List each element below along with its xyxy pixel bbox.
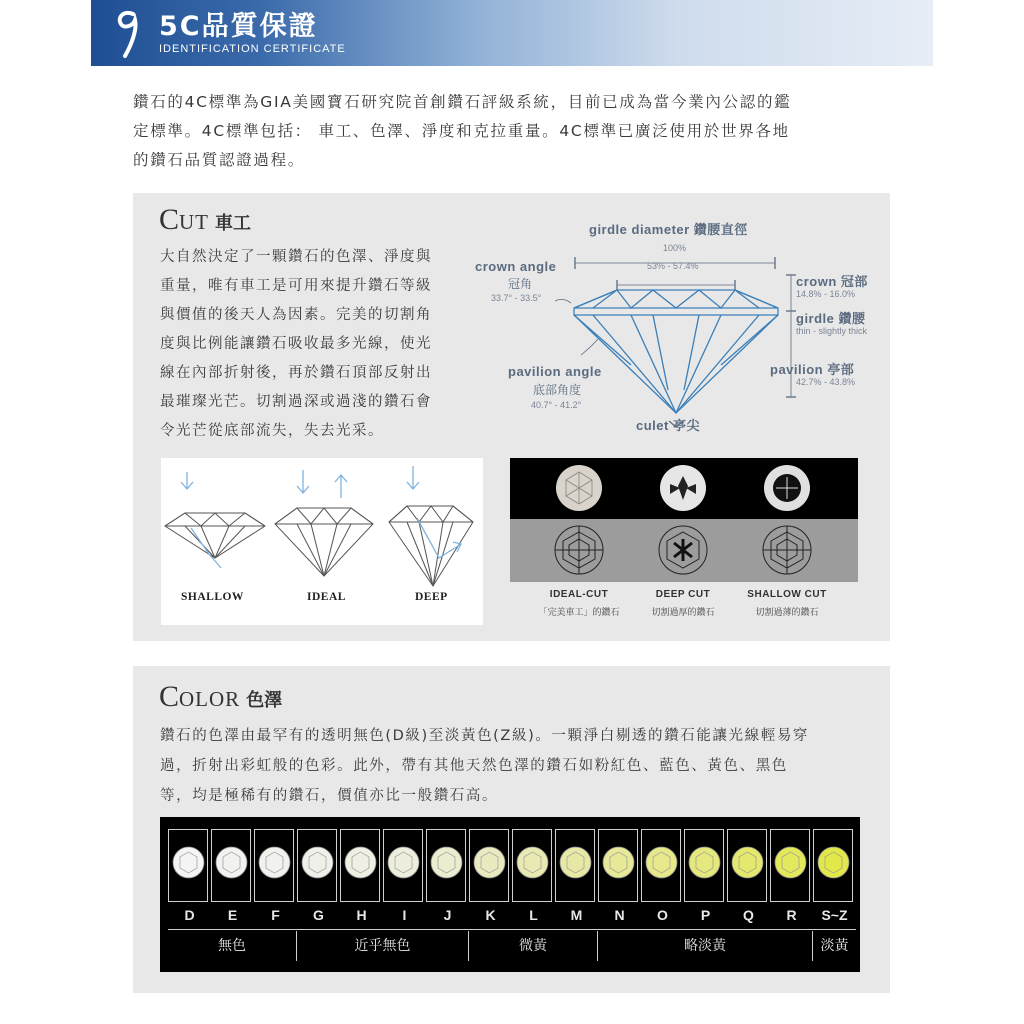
girdle-label: girdle 鑽腰 [796,311,866,326]
text-line: 等，均是極稀有的鑽石，價值亦比一般鑽石高。 [160,788,499,804]
crown-range: 14.8% - 16.0% [796,289,856,299]
intro-paragraph [133,88,893,175]
grade-letter: H [356,907,367,923]
color-swatch-cell [383,829,423,902]
pavilion-angle-range: 40.7° - 41.2° [531,400,582,410]
grade-letter: O [657,907,668,923]
diamond-icon [473,846,506,879]
page-title: 5C品質保證 [159,11,318,42]
diamond-proportion-diagram [463,215,890,455]
culet-label: culet 亭尖 [636,418,700,433]
cut-depth-comparison [161,458,483,625]
color-swatch-cell [641,829,681,902]
pavilion-range: 42.7% - 43.8% [796,377,856,387]
color-section [133,666,890,993]
grade-group-row [168,931,856,961]
color-swatch-cell [598,829,638,902]
cut-heading: CUT 車工 [159,203,252,236]
text-line: 鑽石的色澤由最罕有的透明無色(D級)至淡黃色(Z級)。一顆淨白剔透的鑽石能讓光線輕易穿 [160,728,810,744]
color-swatch-cell [727,829,767,902]
girdle-diameter-pct: 100% [663,243,687,253]
color-description [160,721,870,811]
diamond-facet-icon [510,519,858,582]
light-path-diagram-icon [161,458,483,588]
diamond-icon [817,846,850,879]
color-swatch-cell [469,829,509,902]
grade-letter: R [786,907,797,923]
page-subtitle: IDENTIFICATION CERTIFICATE [159,43,346,55]
grade-letter: Q [743,907,754,923]
text-line: 最璀璨光芒。切割過深或過淺的鑽石會 [160,394,432,410]
color-swatch-cell [813,829,853,902]
text-line: 線在內部折射後，再於鑽石頂部反射出 [160,365,432,381]
profile-shallow-label: SHALLOW [181,591,244,603]
grade-letter: E [227,907,238,923]
color-swatch-cell [555,829,595,902]
grade-letter: L [529,907,538,923]
text-line: 過，折射出彩虹般的色彩。此外，帶有其他天然色澤的鑽石如粉紅色、藍色、黃色、黑色 [160,758,788,774]
cut-section [133,193,890,641]
grade-group-label: 近乎無色 [297,931,469,961]
grade-letter: S~Z [821,907,848,923]
color-swatch-cell [297,829,337,902]
color-swatch-cell [340,829,380,902]
cut-description [160,243,452,446]
diamond-icon [516,846,549,879]
cut-schematic-band [510,519,858,582]
grade-group-label: 淡黃 [820,938,849,954]
grade-letter: M [570,907,583,923]
diamond-icon [344,846,377,879]
intro-line: 定標準。4C標準包括： 車工、色澤、淨度和克拉重量。4C標準已廣泛使用於世界各地 [133,122,790,140]
crown-angle-zh: 冠角 [508,277,533,291]
color-swatch-cell [426,829,466,902]
text-line: 度與比例能讓鑽石吸收最多光線，使光 [160,336,432,352]
diamond-icon [645,846,678,879]
diamond-icon [602,846,635,879]
diamond-icon [430,846,463,879]
diamond-icon [215,846,248,879]
deep-cut-caption: DEEP CUT 切割過厚的鑽石 [651,589,715,617]
intro-line: 鑽石的4C標準為GIA美國寶石研究院首創鑽石評級系統，目前已成為當今業內公認的鑑 [133,93,792,111]
color-heading: COLOR 色澤 [159,680,283,713]
diamond-icon [559,846,592,879]
grade-letter-row [168,902,856,930]
girdle-diameter-label: girdle diameter 鑽腰直徑 [589,222,748,237]
grade-letter: K [485,907,496,923]
girdle-range: thin - slightly thick [796,326,868,336]
profile-ideal-label: IDEAL [307,591,346,603]
diamond-icon [688,846,721,879]
color-swatch-cell [512,829,552,902]
color-grade-scale [160,817,860,972]
color-swatch-cell [254,829,294,902]
diamond-photo-icon [510,458,858,519]
crown-label: crown 冠部 [796,274,868,289]
diamond-icon [731,846,764,879]
grade-letter: I [402,907,407,923]
cut-photo-band [510,458,858,519]
cut-type-comparison [510,458,858,625]
brand-logo-icon [109,6,145,60]
color-swatch-row [168,829,856,902]
text-line: 令光芒從底部流失，失去光采。 [160,423,384,439]
text-line: 大自然決定了一顆鑽石的色澤、淨度與 [160,249,432,265]
pavilion-angle-zh: 底部角度 [533,383,582,397]
grade-letter: D [184,907,195,923]
profile-deep-label: DEEP [415,591,448,603]
grade-letter: P [700,907,711,923]
color-swatch-cell [168,829,208,902]
diamond-icon [774,846,807,879]
intro-line: 的鑽石品質認證過程。 [133,151,306,169]
ideal-cut-caption: IDEAL-CUT 「完美車工」的鑽石 [538,589,620,617]
grade-group-label: 略淡黃 [598,931,813,961]
diamond-icon [258,846,291,879]
grade-letter: G [313,907,324,923]
crown-angle-label: crown angle [475,259,557,274]
diamond-icon [387,846,420,879]
grade-group-label: 微黃 [469,931,598,961]
crown-angle-range: 33.7° - 33.5° [491,293,542,303]
color-swatch-cell [684,829,724,902]
pavilion-angle-label: pavilion angle [508,364,602,379]
color-swatch-cell [211,829,251,902]
text-line: 與價值的後天人為因素。完美的切割角 [160,307,432,323]
shallow-cut-caption: SHALLOW CUT 切割過薄的鑽石 [747,589,827,617]
table-pct: 53% - 57.4% [647,261,699,271]
text-line: 重量，唯有車工是可用來提升鑽石等級 [160,278,432,294]
color-swatch-cell [770,829,810,902]
diamond-icon [301,846,334,879]
grade-letter: F [271,907,280,923]
grade-letter: J [443,907,452,923]
diamond-icon [172,846,205,879]
pavilion-label: pavilion 亭部 [770,362,855,377]
header-banner [91,0,933,66]
grade-letter: N [614,907,625,923]
grade-group-label: 無色 [168,931,297,961]
